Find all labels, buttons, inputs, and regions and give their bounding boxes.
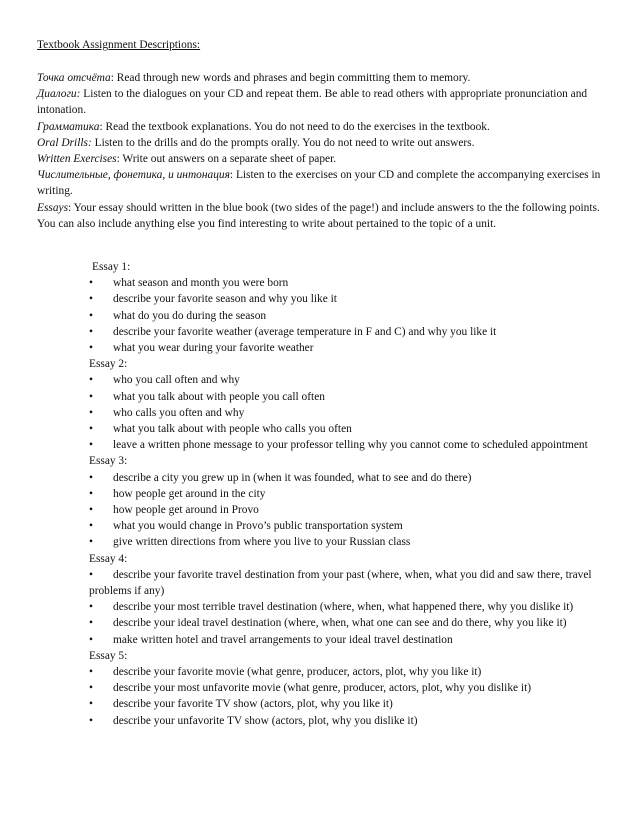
bullet-icon: • [89, 682, 93, 695]
description-item: Essays: Your essay should written in the blue book (two sides of the page!) and include answers to the the following points. You can also include anything else you find interesting to write about pertained to the topic of a unit. [37, 201, 600, 230]
list-item: • what do you do during the season [89, 308, 609, 324]
page-title: Textbook Assignment Descriptions: [37, 39, 201, 51]
description-item: Грамматика: Read the textbook explanations. You do not need to do the exercises in the textbook. [37, 120, 490, 133]
list-item: • describe your favorite season and why you like it [89, 291, 609, 307]
bullet-icon: • [89, 406, 93, 419]
description-text: Your essay should written in the blue book (two sides of the page!) and include answers to the the following points. You can also include anything else you find interesting to write about pertained to the topic of a unit. [37, 201, 600, 230]
list-item: • describe your unfavorite TV show (actors, plot, why you dislike it) [89, 713, 609, 729]
essay-items [89, 664, 609, 729]
bullet-icon: • [89, 666, 93, 679]
bullet-icon: • [89, 568, 93, 581]
list-item: • describe your favorite movie (what genre, producer, actors, plot, why you like it) [89, 664, 609, 680]
list-item: • describe your ideal travel destination (where, when, what one can see and do there, why you like it) [89, 615, 609, 631]
bullet-icon: • [89, 374, 93, 387]
bullet-icon: • [89, 342, 93, 355]
essay-title: Essay 1: [92, 261, 131, 273]
list-item: • what season and month you were born [89, 275, 609, 291]
description-term: Oral Drills: [37, 136, 92, 149]
essay-title: Essay 4: [89, 552, 128, 565]
list-item: • what you would change in Provo’s public transportation system [89, 518, 609, 534]
bullet-icon: • [89, 423, 93, 436]
list-item: • who you call often and why [89, 372, 609, 388]
bullet-icon: • [89, 439, 93, 452]
essay-title: Essay 2: [89, 358, 128, 371]
description-item [37, 135, 607, 151]
description-text: Read the textbook explanations. You do not need to do the exercises in the textbook. [105, 120, 490, 133]
description-term: Диалоги: [37, 88, 81, 101]
description-text: Read through new words and phrases and begin committing them to memory. [116, 72, 471, 84]
essay-items [89, 567, 609, 648]
description-item [37, 86, 607, 118]
description-text: Listen to the dialogues on your CD and repeat them. Be able to read others with appropriate pronunciation and intonation. [37, 88, 588, 117]
bullet-icon: • [89, 698, 93, 711]
assignment-descriptions [37, 70, 607, 232]
bullet-icon: • [89, 504, 93, 517]
description-text: Listen to the exercises on your CD and complete the accompanying exercises in writing. [37, 169, 601, 198]
list-item: • describe your most unfavorite movie (what genre, producer, actors, plot, why you dislike it) [89, 680, 609, 696]
bullet-icon: • [89, 390, 93, 403]
bullet-icon: • [89, 471, 93, 484]
list-item: • describe a city you grew up in (when it was founded, what to see and do there) [89, 470, 609, 486]
description-text: Write out answers on a separate sheet of paper. [122, 153, 337, 166]
list-item: • describe your most terrible travel destination (where, when, what happened there, why you dislike it) [89, 599, 609, 615]
list-item: • leave a written phone message to your professor telling why you cannot come to scheduled appointment [89, 437, 609, 453]
list-item: • how people get around in Provo [89, 502, 609, 518]
list-item: • make written hotel and travel arrangements to your ideal travel destination [89, 632, 609, 648]
description-term: Числительные, фонетика, и интонация [37, 169, 230, 182]
list-item: • what you talk about with people you call often [89, 389, 609, 405]
bullet-icon: • [89, 325, 93, 338]
description-item: Written Exercises: Write out answers on a separate sheet of paper. [37, 153, 337, 166]
list-item: • how people get around in the city [89, 486, 609, 502]
bullet-icon: • [89, 520, 93, 533]
description-term: Грамматика [37, 120, 100, 133]
description-item: Точка отсчёта: Read through new words and phrases and begin committing them to memory. [37, 72, 471, 84]
description-term: Точка отсчёта [37, 72, 111, 84]
list-item: • what you wear during your favorite weather [89, 340, 609, 356]
description-item: Числительные, фонетика, и интонация: Listen to the exercises on your CD and complete the accompanying exercises in writing. [37, 169, 601, 198]
essay-items [89, 470, 609, 551]
description-term: Written Exercises [37, 153, 117, 166]
description-term: Essays [37, 201, 69, 214]
bullet-icon: • [89, 293, 93, 306]
list-item: • describe your favorite TV show (actors, plot, why you like it) [89, 696, 609, 712]
essay-title: Essay 3: [89, 455, 128, 468]
bullet-icon: • [89, 277, 93, 290]
essay-items [89, 275, 609, 356]
bullet-icon: • [89, 601, 93, 614]
bullet-icon: • [89, 309, 93, 322]
bullet-icon: • [89, 617, 93, 630]
bullet-icon: • [89, 536, 93, 549]
description-text: Listen to the drills and do the prompts orally. You do not need to write out answers. [94, 136, 475, 149]
bullet-icon: • [89, 633, 93, 646]
bullet-icon: • [89, 714, 93, 727]
list-item: • who calls you often and why [89, 405, 609, 421]
list-item: • what you talk about with people who calls you often [89, 421, 609, 437]
list-item: • describe your favorite travel destination from your past (where, when, what you did and saw there, travel problems if any) [89, 568, 592, 598]
bullet-icon: • [89, 487, 93, 500]
essay-items [89, 372, 609, 453]
essay-list [89, 259, 609, 729]
list-item: • describe your favorite weather (average temperature in F and C) and why you like it [89, 324, 609, 340]
essay-title: Essay 5: [89, 649, 128, 662]
list-item: • give written directions from where you live to your Russian class [89, 534, 609, 550]
